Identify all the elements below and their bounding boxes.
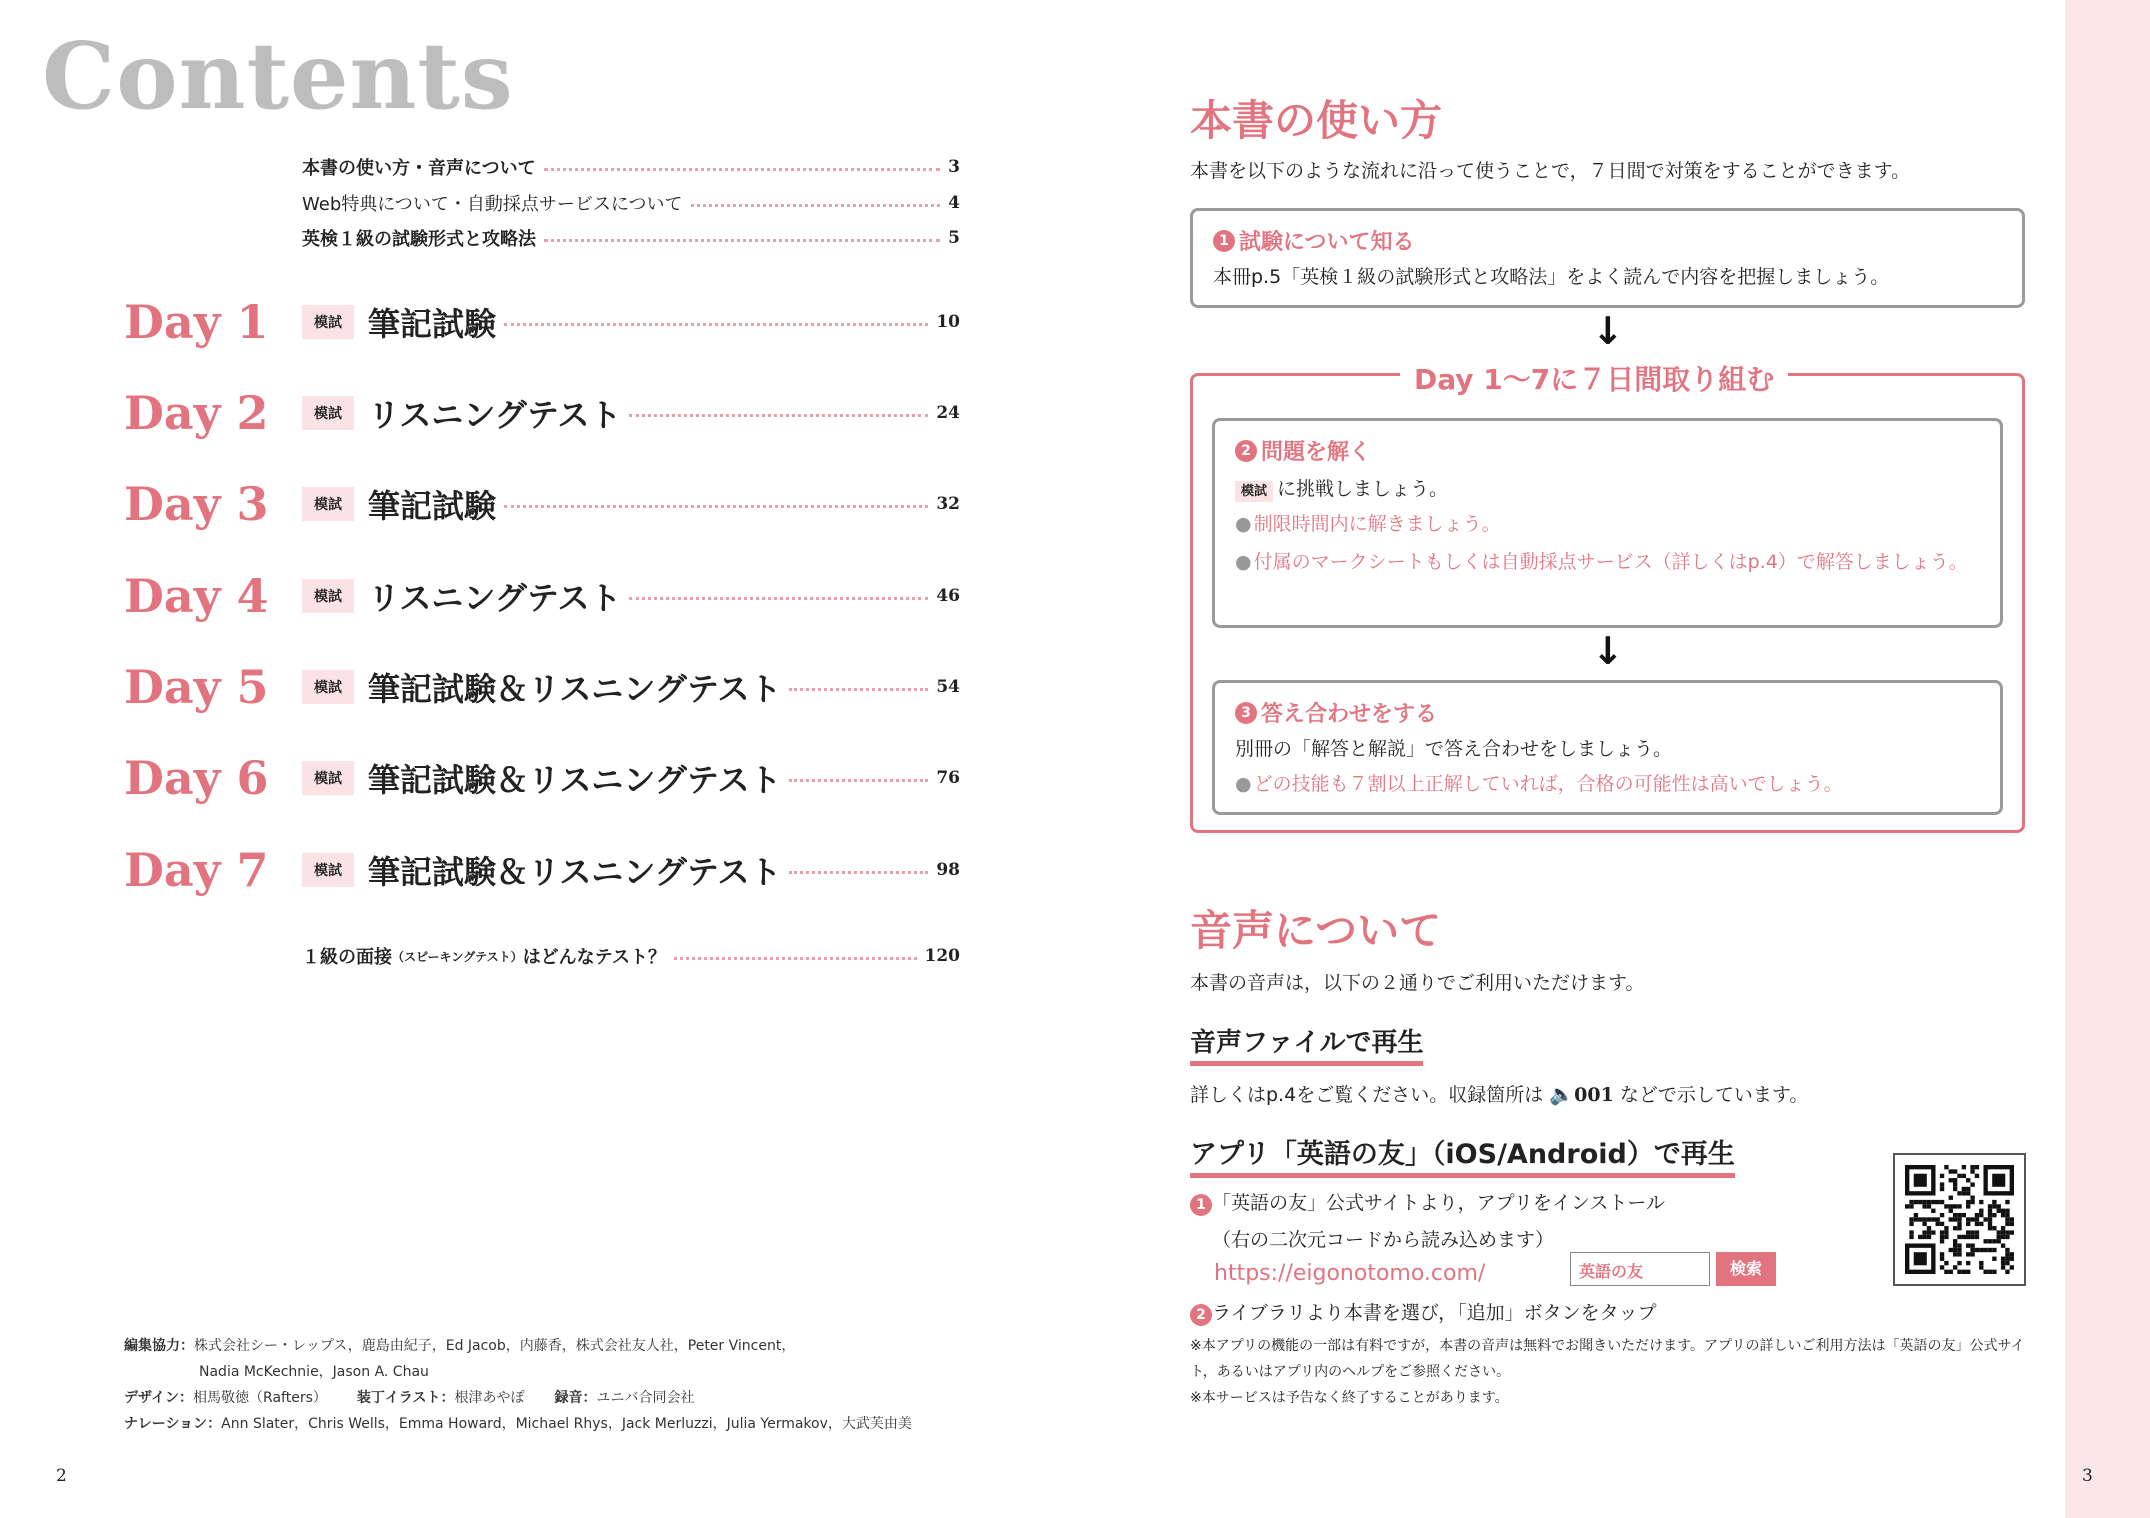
note: ※本アプリの機能の一部は有料ですが，本書の音声は無料でお聞きいただけます。アプリの詳しいご利用方法は「英語の友」公式サイト，あるいはアプリ内のヘルプをご参照ください。 [1190, 1338, 2025, 1380]
leader-dots [544, 239, 940, 242]
toc-day-5[interactable] [124, 657, 960, 717]
day-label: Day 1 [124, 295, 269, 349]
app-step2: 2 ライブラリより本書を選び，「追加」ボタンをタップ [1190, 1298, 1657, 1326]
toc-label: 本書の使い方・音声について [302, 158, 536, 179]
toc-page: 3 [948, 157, 960, 177]
toc-page: 10 [936, 312, 960, 332]
audio-title: 音声について [1190, 906, 1442, 955]
speaker-icon: 🔈 [1549, 1082, 1575, 1106]
toc-day-4[interactable] [124, 566, 960, 626]
toc-page: 76 [936, 768, 960, 788]
arrow-down-icon: ↓ [1592, 629, 1624, 673]
leader-dots [674, 957, 917, 960]
mock-test-badge: 模試 [302, 761, 354, 795]
leader-dots [789, 871, 928, 874]
mock-test-badge: 模試 [302, 396, 354, 430]
toc-page: 24 [936, 403, 960, 423]
toc-page: 54 [936, 677, 960, 697]
day-title: 筆記試験 [368, 305, 497, 343]
day-title: リスニングテスト [368, 579, 622, 617]
toc-day-1[interactable] [124, 292, 960, 352]
toc-day-3[interactable] [124, 474, 960, 534]
arrow-down-icon: ↓ [1592, 309, 1624, 353]
app-step1: 1 「英語の友」公式サイトより，アプリをインストール [1190, 1188, 1665, 1216]
note: ※本サービスは予告なく終了することがあります。 [1190, 1390, 1509, 1406]
file-text: 詳しくはp.4をご覧ください。収録箇所は 🔈001 などで示しています。 [1190, 1082, 1809, 1106]
day-label: Day 7 [124, 843, 269, 897]
bullet: ● 制限時間内に解きましょう。 [1235, 509, 1980, 536]
page-edge-strip [2065, 0, 2150, 1518]
leader-dots [504, 323, 928, 326]
mock-test-badge: 模試 [302, 579, 354, 613]
leader-dots [789, 688, 928, 691]
toc-page: 4 [948, 193, 960, 213]
audio-intro: 本書の音声は，以下の２通りでご利用いただけます。 [1190, 972, 1645, 994]
day-box-label: Day 1〜7に７日間取り組む [1400, 358, 1788, 398]
day-label: Day 6 [124, 751, 269, 805]
toc-day-7[interactable] [124, 840, 960, 900]
qr-code[interactable] [1893, 1153, 2026, 1286]
leader-dots [504, 505, 928, 508]
step3-box: 3 答え合わせをする 別冊の「解答と解説」で答え合わせをしましょう。 ● どの技能も７割以上正解していれば，合格の可能性は高いでしょう。 [1212, 680, 2003, 815]
app-heading: アプリ「英語の友」（iOS/Android）で再生 [1190, 1132, 1735, 1178]
mock-test-badge: 模試 [302, 670, 354, 704]
leader-dots [629, 597, 928, 600]
search-input[interactable]: 英語の友 [1570, 1252, 1710, 1286]
toc-label: Web特典について・自動採点サービスについて [302, 194, 683, 215]
day-label: Day 4 [124, 569, 269, 623]
leader-dots [544, 168, 941, 171]
step1-title: 試験について知る [1239, 230, 1415, 255]
toc-day-6[interactable] [124, 748, 960, 808]
day-title: 筆記試験＆リスニングテスト [368, 761, 782, 799]
leader-dots [789, 779, 928, 782]
contents-title: Contents [42, 22, 514, 130]
toc-page: 46 [936, 586, 960, 606]
step-number: 1 [1213, 230, 1235, 252]
day-label: Day 3 [124, 477, 269, 531]
mock-test-badge: 模試 [302, 487, 354, 521]
toc-page: 98 [936, 860, 960, 880]
credits: 編集協力：株式会社シー・レップス，鹿島由紀子，Ed Jacob，内藤香，株式会社友人社，Peter Vincent， Nadia McKechnie，Jason A. Chau デザイン：相馬敬徳（Rafters） 装丁イラスト：根津あやぽ 録音：ユニバ合同会社 ナレーション：Ann Slater，Chris Wells，Emma Howard，Michael Rhys，Jack Merluzzi，Julia Yermakov，大武芙由美 [124, 1338, 912, 1432]
toc-page: 5 [948, 228, 960, 248]
bullet: ● どの技能も７割以上正解していれば，合格の可能性は高いでしょう。 [1235, 769, 1980, 796]
step1-box [1190, 208, 2025, 308]
step2-box: 2 問題を解く 模試 に挑戦しましょう。 ● 制限時間内に解きましょう。 ● 付属のマークシートもしくは自動採点サービス（詳しくはp.4）で解答しましょう。 [1212, 418, 2003, 628]
toc-item[interactable] [302, 190, 960, 216]
day-label: Day 2 [124, 386, 269, 440]
search-button[interactable]: 検索 [1716, 1252, 1776, 1286]
app-step1-sub: （右の二次元コードから読み込めます） [1212, 1229, 1555, 1251]
mock-test-badge: 模試 [302, 305, 354, 339]
toc-label: １級の面接 [302, 947, 392, 968]
day-title: 筆記試験 [368, 487, 497, 525]
page-number-left: 2 [56, 1466, 67, 1486]
toc-item[interactable] [302, 225, 960, 251]
toc-page: 120 [924, 946, 960, 966]
toc-item[interactable] [302, 154, 960, 180]
toc-label: 英検１級の試験形式と攻略法 [302, 229, 536, 250]
how-to-use-intro: 本書を以下のような流れに沿って使うことで，７日間で対策をすることができます。 [1190, 160, 1911, 182]
toc-label: はどんなテスト？ [522, 947, 666, 968]
file-heading: 音声ファイルで再生 [1190, 1022, 1423, 1066]
mock-test-badge: 模試 [302, 853, 354, 887]
page-number-right: 3 [2082, 1466, 2093, 1486]
qr-code-icon [1905, 1165, 2014, 1274]
bullet: ● 付属のマークシートもしくは自動採点サービス（詳しくはp.4）で解答しましょう。 [1235, 544, 1980, 580]
toc-day-2[interactable] [124, 383, 960, 443]
day-title: 筆記試験＆リスニングテスト [368, 853, 782, 891]
mock-test-badge: 模試 [1235, 481, 1273, 502]
toc-page: 32 [936, 494, 960, 514]
leader-dots [629, 414, 928, 417]
day-title: リスニングテスト [368, 396, 622, 434]
app-url-link[interactable]: https://eigonotomo.com/ [1214, 1261, 1486, 1286]
step1-text: 本冊p.5「英検１級の試験形式と攻略法」をよく読んで内容を把握しましょう。 [1213, 266, 1890, 288]
day-label: Day 5 [124, 660, 269, 714]
toc-label-sub: （スピーキングテスト） [392, 949, 523, 964]
leader-dots [691, 204, 941, 207]
how-to-use-title: 本書の使い方 [1190, 96, 1443, 145]
toc-item-interview[interactable] [302, 943, 960, 969]
day-title: 筆記試験＆リスニングテスト [368, 670, 782, 708]
